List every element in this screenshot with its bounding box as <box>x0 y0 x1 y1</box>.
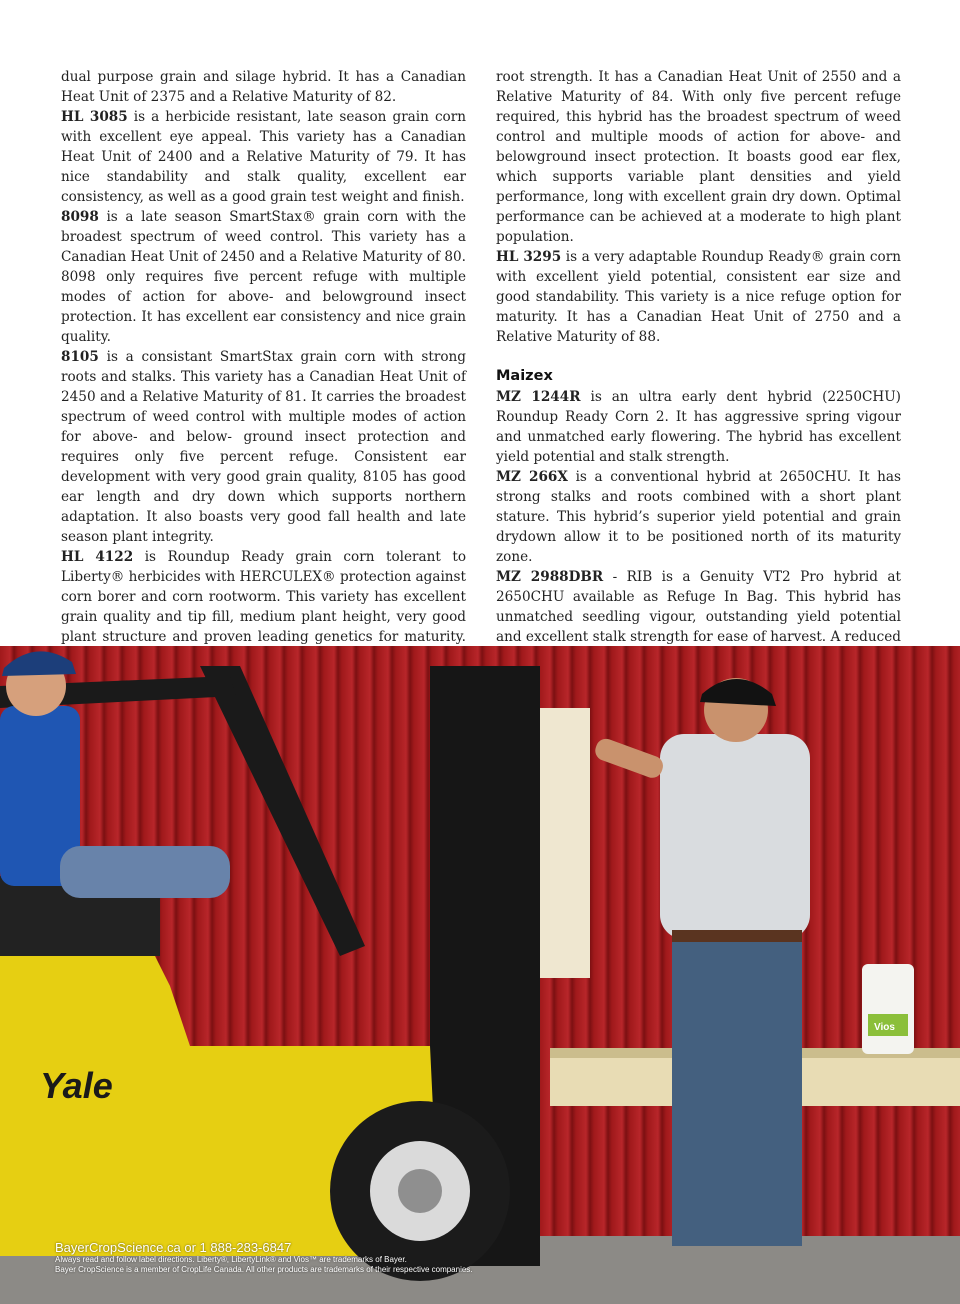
fork-backrest <box>540 708 590 978</box>
ad-disclaimer-2: Bayer CropScience is a member of CropLife Canada. All other products are trademarks of their respective companies. <box>55 1265 473 1274</box>
overhead-guard <box>200 666 365 956</box>
hybrid-entry <box>61 207 466 347</box>
standing-man-shirt <box>660 734 810 939</box>
right-text-column <box>496 67 901 747</box>
vios-jug <box>862 964 914 1054</box>
hybrid-description: is a late season SmartStax® grain corn with the broadest spectrum of weed control. This variety has a Canadian Heat Unit of 2450 and a Relative Maturity of 80. 8098 only requires five percent refuge with multiple modes of action for above- and belowground insect protection. It has excellent ear consistency and nice grain quality. <box>61 209 466 345</box>
hybrid-name: MZ 266X <box>496 469 568 485</box>
hybrid-name: HL 3085 <box>61 109 128 125</box>
driver-jeans <box>60 846 230 898</box>
ad-disclaimer-1: Always read and follow label directions. Liberty®, LibertyLink® and Vios™ are trademarks of Bayer. <box>55 1255 407 1264</box>
hybrid-entry <box>496 247 901 347</box>
hybrid-description: is Roundup Ready grain corn tolerant to Liberty® herbicides with HERCULEX® protection against corn borer and corn rootworm. This variety has excellent grain quality and tip fill, medium plant height, very good plant structure and proven leading genetics for maturity. <box>61 549 467 645</box>
belt <box>672 930 802 942</box>
cap <box>700 679 776 706</box>
hybrid-name: 8098 <box>61 209 99 225</box>
driver-cap <box>2 651 76 676</box>
hybrid-name: HL 4122 <box>61 549 134 565</box>
hybrid-description: is a consistant SmartStax grain corn with strong roots and stalks. This variety has a Canadian Heat Unit of 2450 and a Relative Maturity of 81. It carries the broadest spectrum of weed control with multiple modes of action for above- and below- ground insect protection and requires only five percent refuge. Consistent ear development with very good grain quality, 8105 has good ear length and dry down which supports northern adaptation. It also boasts very good fall health and late season plant integrity. <box>61 349 466 545</box>
yale-logo: Yale <box>40 1065 113 1106</box>
hybrid-entry <box>61 347 466 547</box>
hybrid-name: HL 3295 <box>496 249 562 265</box>
hybrid-name: MZ 1244R <box>496 389 581 405</box>
hybrid-description: is an ultra early dent hybrid (2250CHU) Roundup Ready Corn 2. It has aggressive spring vigour and unmatched early flowering. The hybrid has excellent yield potential and stalk strength. <box>496 389 901 465</box>
vios-label-text: Vios <box>874 1022 895 1033</box>
left-intro-paragraph: dual purpose grain and silage hybrid. It has a Canadian Heat Unit of 2375 and a Relative Maturity of 82. <box>61 69 466 105</box>
hybrid-entry <box>496 467 901 567</box>
right-intro-paragraph: root strength. It has a Canadian Heat Unit of 2550 and a Relative Maturity of 84. With only five percent refuge required, this hybrid has the broadest spectrum of weed control and multiple moods of action for above- and belowground insect protection. It boasts good ear flex, which supports variable plant densities and yield performance, long with excellent grain dry down. Optimal performance can be achieved at a moderate to high plant population. <box>496 69 901 245</box>
advertisement-photo <box>0 646 960 1304</box>
hybrid-description: is a very adaptable Roundup Ready® grain corn with excellent yield potential, consistent ear size and good standability. This variety is a nice refuge option for maturity. It has a Canadian Heat Unit of 2750 and a Relative Maturity of 88. <box>496 249 901 345</box>
ad-contact[interactable]: BayerCropScience.ca or 1 888-283-6847 <box>55 1240 292 1255</box>
left-text-column <box>61 67 466 727</box>
hybrid-entry <box>496 387 901 467</box>
hybrid-description: - RIB is a Genuity VT2 Pro hybrid at 2650CHU available as Refuge In Bag. This hybrid has unmatched seedling vigour, outstanding yield potential and excellent stalk strength for ease of harvest. A reduced <box>496 569 901 645</box>
hybrid-name: MZ 2988DBR <box>496 569 604 585</box>
hybrid-description: is a herbicide resistant, late season grain corn with excellent eye appeal. This variety has a Canadian Heat Unit of 2400 and a Relative Maturity of 79. It has nice standability and stalk quality, excellent ear consistency, as well as a good grain test weight and finish. <box>61 109 466 205</box>
section-heading-maizex: Maizex <box>496 368 553 384</box>
jeans <box>672 936 802 1246</box>
ad-footer <box>55 1240 473 1275</box>
hybrid-entry <box>61 107 466 207</box>
forklift-scene-illustration <box>0 646 960 1304</box>
hybrid-description: is a conventional hybrid at 2650CHU. It has strong stalks and roots combined with a short plant stature. This hybrid’s superior yield potential and grain drydown allow it to be positioned north of its maturity zone. <box>496 469 901 565</box>
hybrid-name: 8105 <box>61 349 99 365</box>
